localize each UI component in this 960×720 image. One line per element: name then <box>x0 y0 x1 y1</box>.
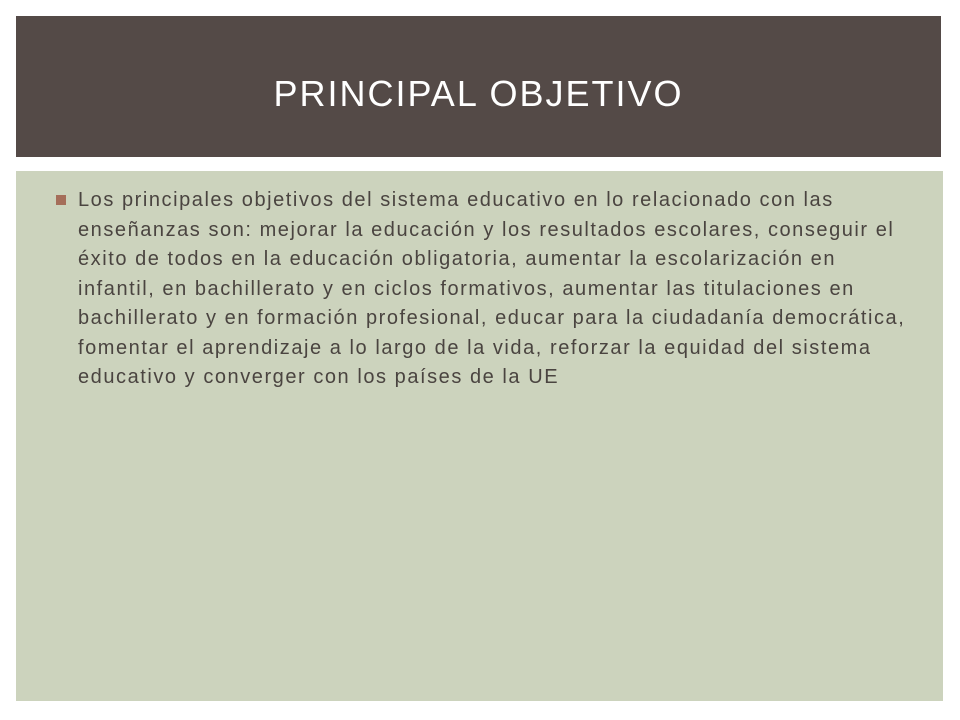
slide-title: PRINCIPAL OBJETIVO <box>273 72 684 114</box>
bullet-item <box>56 186 906 393</box>
bullet-list <box>56 186 906 393</box>
square-bullet-icon <box>56 195 66 205</box>
title-bar <box>16 16 941 157</box>
bullet-text: Los principales objetivos del sistema educativo en lo relacionado con las enseñanzas son: mejorar la educación y los resultados escolares, conseguir el éxito de todos en la educación obligatoria, aumentar la escolarización en infantil, en bachillerato y en ciclos formativos, aumentar las titulaciones en bachillerato y en formación profesional, educar para la ciudadanía democrática, fomentar el aprendizaje a lo largo de la vida, reforzar la equidad del sistema educativo y converger con los países de la UE <box>78 189 906 388</box>
content-panel <box>16 171 943 701</box>
